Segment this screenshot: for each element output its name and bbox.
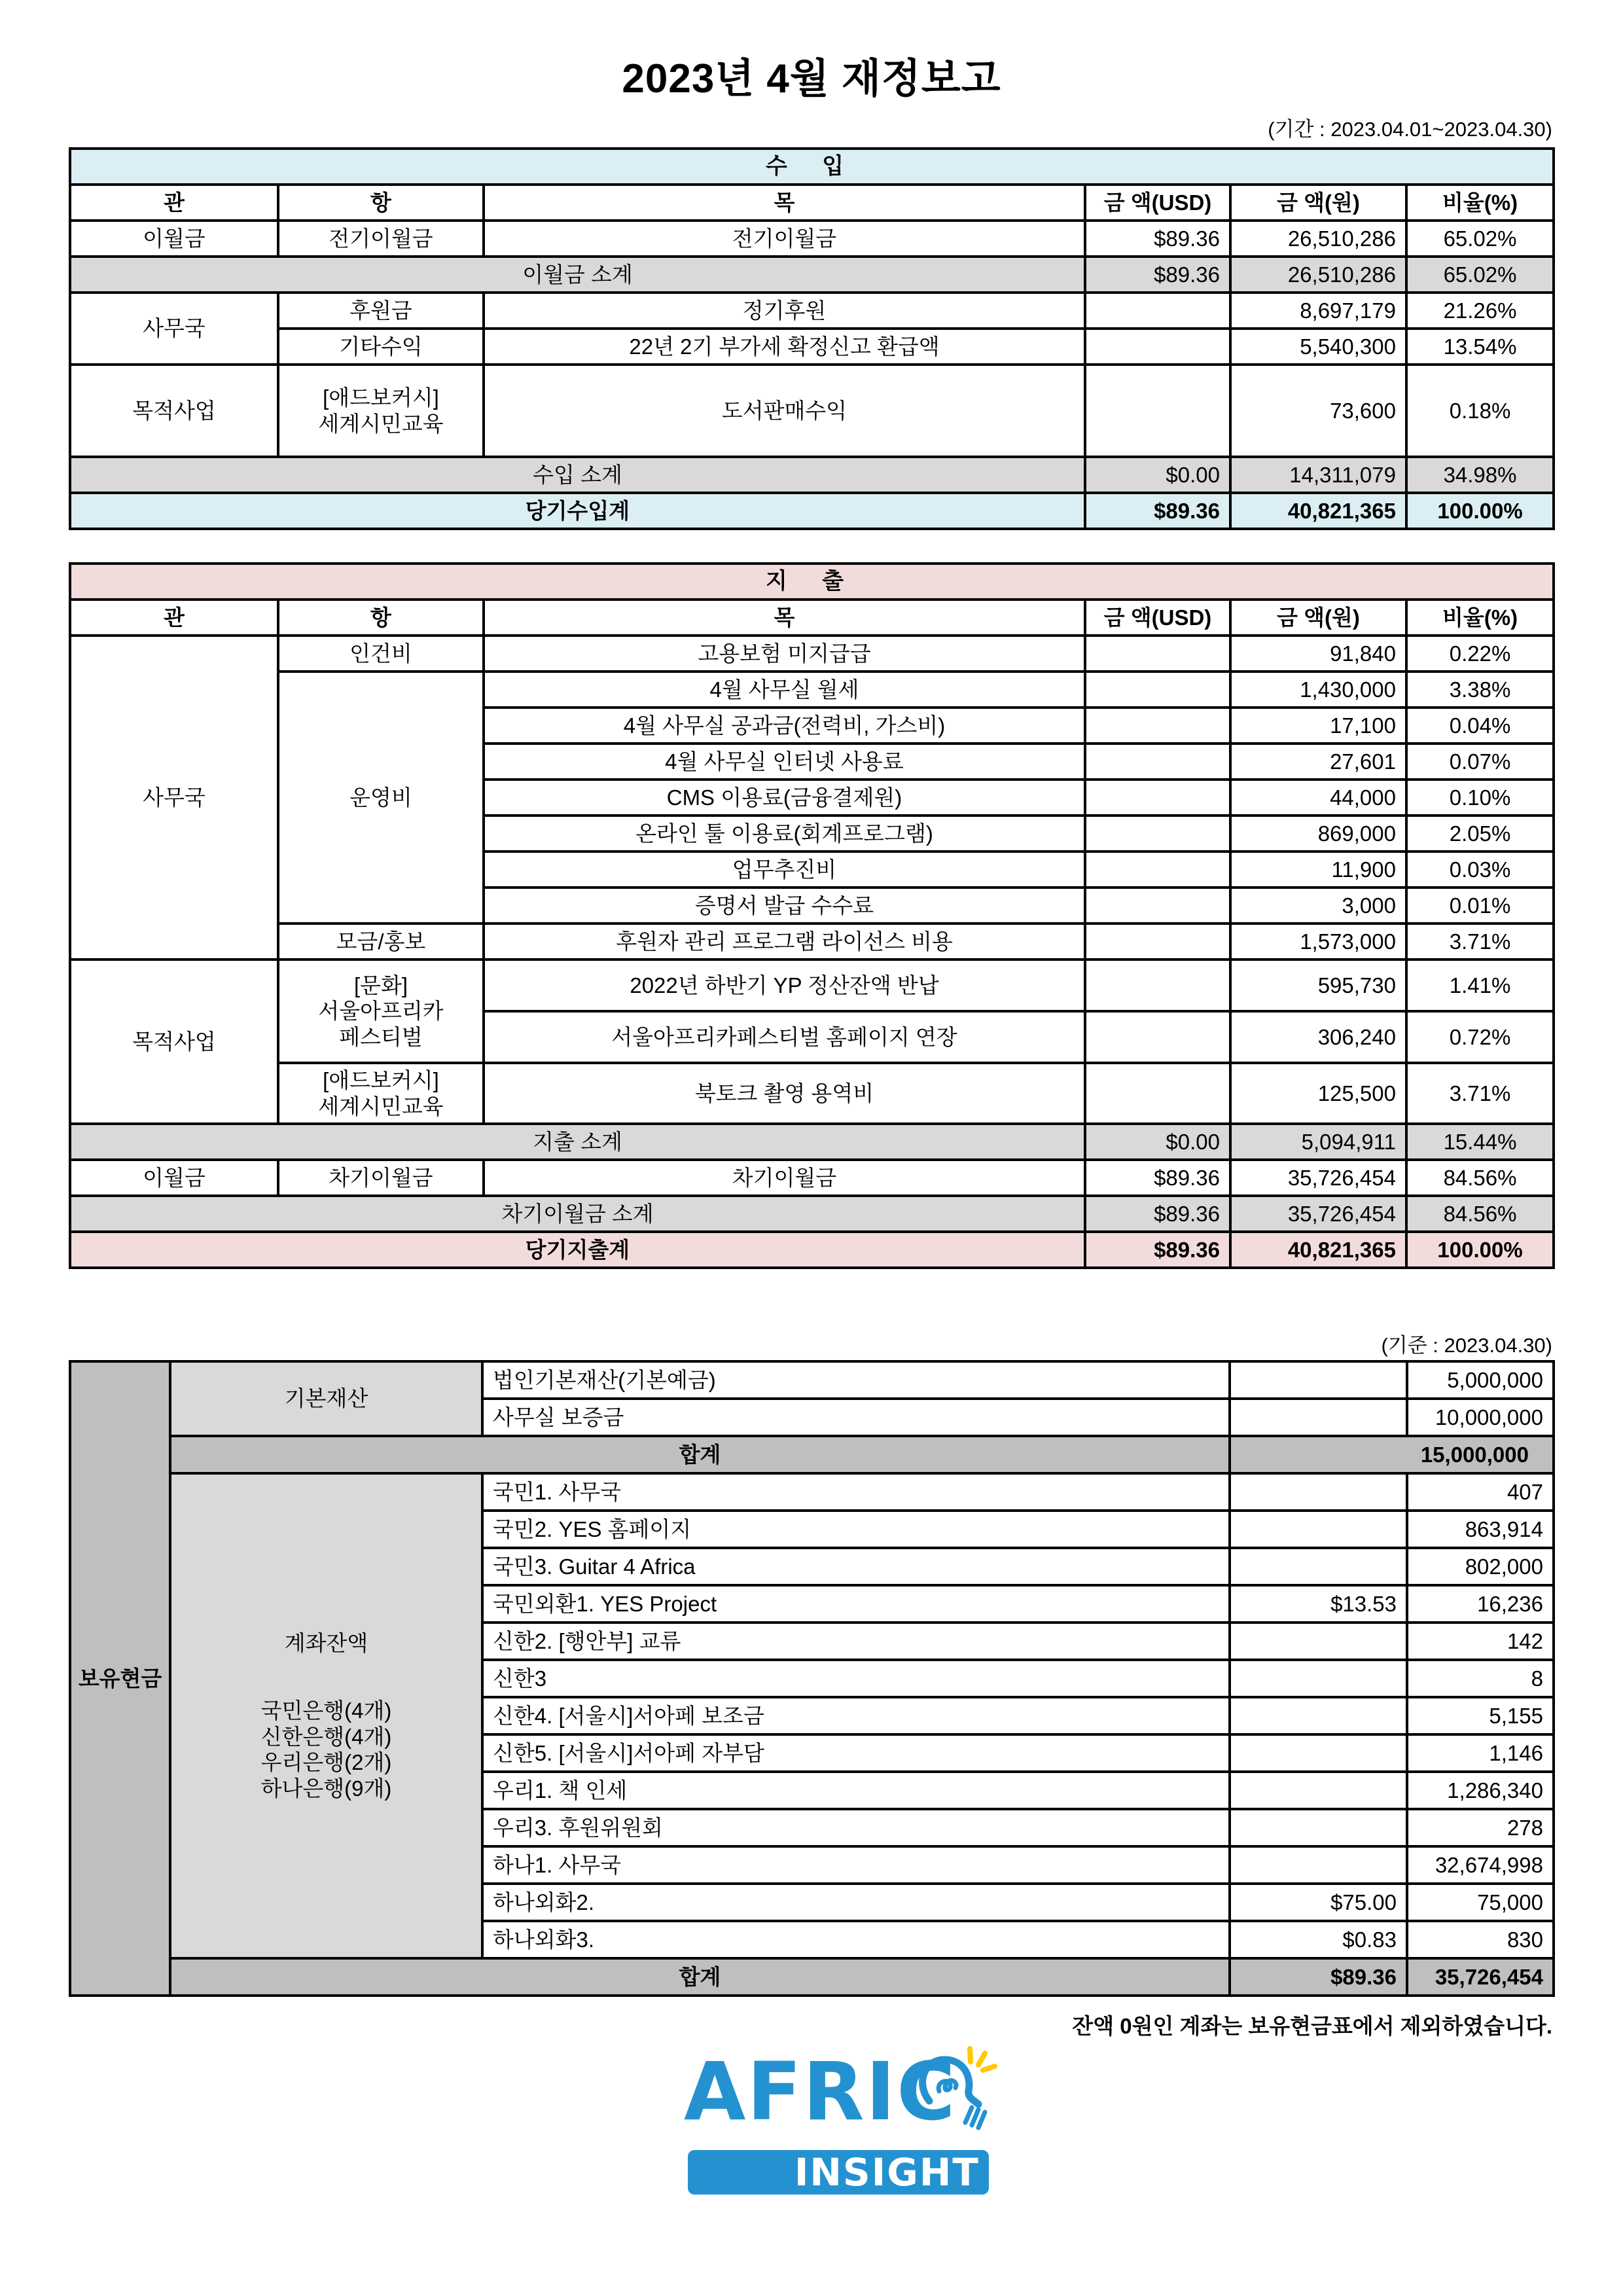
account-name: 사무실 보증금 xyxy=(482,1399,1230,1436)
total-krw: 40,821,365 xyxy=(1230,1232,1406,1268)
cell-krw: 91,840 xyxy=(1230,636,1406,672)
hang-line: 세계시민교육 xyxy=(318,1094,444,1119)
total-row xyxy=(70,1436,1554,1473)
cell-mok: 도서판매수익 xyxy=(484,365,1085,457)
bank-count: 우리은행(2개) xyxy=(260,1750,392,1775)
subtotal-row xyxy=(70,1196,1554,1232)
cell-krw: 26,510,286 xyxy=(1230,221,1406,257)
cell-ratio: 0.04% xyxy=(1406,708,1554,744)
period-note: (기간 : 2023.04.01~2023.04.30) xyxy=(1268,118,1552,141)
cell-krw: 17,100 xyxy=(1230,708,1406,744)
page-title: 2023년 4월 재정보고 xyxy=(622,56,1001,101)
subtotal-krw: 14,311,079 xyxy=(1230,457,1406,493)
account-name: 하나외화2. xyxy=(482,1884,1230,1921)
subtotal-ratio: 15.44% xyxy=(1406,1124,1554,1160)
account-name: 신한4. [서울시]서아페 보조금 xyxy=(482,1697,1230,1734)
account-usd xyxy=(1230,1734,1407,1772)
cell-hang xyxy=(278,365,484,457)
hang-line: 페스티벌 xyxy=(339,1024,423,1049)
cell-ratio: 1.41% xyxy=(1406,960,1554,1011)
account-name: 법인기본재산(기본예금) xyxy=(482,1361,1230,1399)
cell-mok: 22년 2기 부가세 확정신고 환급액 xyxy=(484,329,1085,365)
cell-gwan: 목적사업 xyxy=(70,365,278,457)
cell-ratio: 0.22% xyxy=(1406,636,1554,672)
cell-ratio: 3.71% xyxy=(1406,924,1554,960)
account-name: 신한3 xyxy=(482,1660,1230,1697)
account-krw: 863,914 xyxy=(1407,1511,1554,1548)
account-name: 신한5. [서울시]서아페 자부담 xyxy=(482,1734,1230,1772)
account-usd xyxy=(1230,1846,1407,1884)
cell-usd xyxy=(1085,744,1230,780)
total-label: 당기수입계 xyxy=(70,493,1085,529)
table-row xyxy=(70,365,1554,457)
cell-krw: 125,500 xyxy=(1230,1063,1406,1124)
table-row xyxy=(70,960,1554,1011)
subtotal-row xyxy=(70,1124,1554,1160)
expense-header-row xyxy=(70,600,1554,636)
account-name: 국민2. YES 홈페이지 xyxy=(482,1511,1230,1548)
cell-hang: 기타수익 xyxy=(278,329,484,365)
subtotal-krw: 5,094,911 xyxy=(1230,1124,1406,1160)
cell-krw: 1,573,000 xyxy=(1230,924,1406,960)
cell-usd xyxy=(1085,365,1230,457)
col-gwan: 관 xyxy=(70,600,278,636)
as-of-note: (기준 : 2023.04.30) xyxy=(1381,1334,1552,1357)
cell-usd xyxy=(1085,329,1230,365)
account-usd xyxy=(1230,1548,1407,1585)
hang-line: [문화] xyxy=(353,973,408,997)
table-row xyxy=(70,1361,1554,1399)
account-usd: $75.00 xyxy=(1230,1884,1407,1921)
cell-krw: 27,601 xyxy=(1230,744,1406,780)
account-name: 우리1. 책 인세 xyxy=(482,1772,1230,1809)
cell-gwan: 사무국 xyxy=(70,293,278,365)
account-name: 우리3. 후원위원회 xyxy=(482,1809,1230,1846)
cell-hang: 운영비 xyxy=(278,672,484,924)
logo-insight-bar xyxy=(688,2150,989,2195)
cell-usd xyxy=(1085,960,1230,1011)
subtotal-ratio: 34.98% xyxy=(1406,457,1554,493)
cell-usd xyxy=(1085,852,1230,888)
cell-hang xyxy=(278,960,484,1063)
cell-mok: 서울아프리카페스티벌 홈페이지 연장 xyxy=(484,1011,1085,1063)
cell-usd xyxy=(1085,816,1230,852)
cell-krw: 44,000 xyxy=(1230,780,1406,816)
cell-mok: 후원자 관리 프로그램 라이선스 비용 xyxy=(484,924,1085,960)
income-table xyxy=(69,147,1555,530)
subtotal-label: 이월금 소계 xyxy=(70,257,1085,293)
cell-mok: 증명서 발급 수수료 xyxy=(484,888,1085,924)
col-usd: 금 액(USD) xyxy=(1085,185,1230,221)
hang-line: 세계시민교육 xyxy=(318,411,444,436)
account-usd xyxy=(1230,1399,1407,1436)
cell-usd xyxy=(1085,293,1230,329)
account-usd xyxy=(1230,1772,1407,1809)
subtotal-usd: $89.36 xyxy=(1085,1196,1230,1232)
cell-hang: 전기이월금 xyxy=(278,221,484,257)
cell-krw: 1,430,000 xyxy=(1230,672,1406,708)
cell-ratio: 3.71% xyxy=(1406,1063,1554,1124)
account-krw: 10,000,000 xyxy=(1407,1399,1554,1436)
cell-usd: $89.36 xyxy=(1085,1160,1230,1196)
subtotal-label: 지출 소계 xyxy=(70,1124,1085,1160)
cell-hang: 후원금 xyxy=(278,293,484,329)
account-name: 하나외화3. xyxy=(482,1921,1230,1958)
africa-insight-logo xyxy=(684,2045,998,2202)
account-krw: 802,000 xyxy=(1407,1548,1554,1585)
account-krw: 278 xyxy=(1407,1809,1554,1846)
cell-mok: 정기후원 xyxy=(484,293,1085,329)
table-row xyxy=(70,293,1554,329)
income-header-row xyxy=(70,185,1554,221)
cell-krw: 8,697,179 xyxy=(1230,293,1406,329)
subtotal-usd: $0.00 xyxy=(1085,457,1230,493)
account-krw: 32,674,998 xyxy=(1407,1846,1554,1884)
bank-count: 신한은행(4개) xyxy=(260,1724,392,1749)
account-krw: 5,155 xyxy=(1407,1697,1554,1734)
cell-krw: 73,600 xyxy=(1230,365,1406,457)
cell-hang: 인건비 xyxy=(278,636,484,672)
cell-mok: 전기이월금 xyxy=(484,221,1085,257)
cell-krw: 5,540,300 xyxy=(1230,329,1406,365)
cell-mok: 4월 사무실 공과금(전력비, 가스비) xyxy=(484,708,1085,744)
expense-section-title: 지 출 xyxy=(70,564,1554,600)
table-row xyxy=(70,636,1554,672)
accounts-total-krw: 35,726,454 xyxy=(1407,1958,1554,1996)
income-section-title: 수 입 xyxy=(70,149,1554,185)
account-usd xyxy=(1230,1361,1407,1399)
cell-gwan: 사무국 xyxy=(70,636,278,960)
col-mok: 목 xyxy=(484,600,1085,636)
account-usd xyxy=(1230,1697,1407,1734)
cell-usd xyxy=(1085,708,1230,744)
cell-mok: 4월 사무실 인터넷 사용료 xyxy=(484,744,1085,780)
table-row xyxy=(70,1473,1554,1511)
lightbulb-icon xyxy=(910,2045,1001,2137)
cell-ratio: 3.38% xyxy=(1406,672,1554,708)
table-row xyxy=(70,1063,1554,1124)
account-name: 국민외환1. YES Project xyxy=(482,1585,1230,1623)
accounts-label: 계좌잔액 xyxy=(284,1630,368,1655)
subtotal-ratio: 65.02% xyxy=(1406,257,1554,293)
cell-usd xyxy=(1085,924,1230,960)
basic-total-krw: 15,000,000 xyxy=(1230,1436,1554,1473)
account-krw: 407 xyxy=(1407,1473,1554,1511)
subtotal-krw: 35,726,454 xyxy=(1230,1196,1406,1232)
account-krw: 830 xyxy=(1407,1921,1554,1958)
basic-total-label: 합계 xyxy=(170,1436,1230,1473)
col-krw: 금 액(원) xyxy=(1230,185,1406,221)
account-name: 국민3. Guitar 4 Africa xyxy=(482,1548,1230,1585)
account-krw: 1,286,340 xyxy=(1407,1772,1554,1809)
bank-count: 국민은행(4개) xyxy=(260,1698,392,1723)
account-krw: 8 xyxy=(1407,1660,1554,1697)
cell-ratio: 84.56% xyxy=(1406,1160,1554,1196)
cell-ratio: 0.18% xyxy=(1406,365,1554,457)
account-usd xyxy=(1230,1623,1407,1660)
table-row xyxy=(70,329,1554,365)
cell-ratio: 13.54% xyxy=(1406,329,1554,365)
cell-mok: 온라인 툴 이용료(회계프로그램) xyxy=(484,816,1085,852)
cell-gwan: 목적사업 xyxy=(70,960,278,1124)
total-ratio: 100.00% xyxy=(1406,493,1554,529)
subtotal-label: 수입 소계 xyxy=(70,457,1085,493)
account-usd: $13.53 xyxy=(1230,1585,1407,1623)
footnote: 잔액 0원인 계좌는 보유현금표에서 제외하였습니다. xyxy=(1072,2014,1552,2038)
cell-usd xyxy=(1085,888,1230,924)
account-krw: 75,000 xyxy=(1407,1884,1554,1921)
cell-krw: 35,726,454 xyxy=(1230,1160,1406,1196)
cell-usd xyxy=(1085,672,1230,708)
cell-ratio: 0.72% xyxy=(1406,1011,1554,1063)
table-row xyxy=(70,924,1554,960)
cell-ratio: 0.03% xyxy=(1406,852,1554,888)
total-usd: $89.36 xyxy=(1085,493,1230,529)
total-label: 당기지출계 xyxy=(70,1232,1085,1268)
cell-mok: 고용보험 미지급급 xyxy=(484,636,1085,672)
hang-line: 서울아프리카 xyxy=(318,999,444,1024)
subtotal-label: 차기이월금 소계 xyxy=(70,1196,1085,1232)
logo-wordmark: AFRIC xyxy=(684,2045,957,2138)
holdings-table xyxy=(69,1360,1555,1997)
income-section-row xyxy=(70,149,1554,185)
cell-usd xyxy=(1085,636,1230,672)
col-mok: 목 xyxy=(484,185,1085,221)
col-hang: 항 xyxy=(278,185,484,221)
cell-krw: 306,240 xyxy=(1230,1011,1406,1063)
cell-ratio: 0.10% xyxy=(1406,780,1554,816)
cell-ratio: 65.02% xyxy=(1406,221,1554,257)
col-hang: 항 xyxy=(278,600,484,636)
table-row xyxy=(70,221,1554,257)
cell-gwan: 이월금 xyxy=(70,221,278,257)
total-usd: $89.36 xyxy=(1085,1232,1230,1268)
total-row xyxy=(70,1232,1554,1268)
expense-table xyxy=(69,562,1555,1269)
holdings-label: 보유현금 xyxy=(70,1361,170,1996)
subtotal-row xyxy=(70,457,1554,493)
cell-mok: 업무추진비 xyxy=(484,852,1085,888)
cell-mok: 북토크 촬영 용역비 xyxy=(484,1063,1085,1124)
total-krw: 40,821,365 xyxy=(1230,493,1406,529)
subtotal-usd: $89.36 xyxy=(1085,257,1230,293)
account-name: 국민1. 사무국 xyxy=(482,1473,1230,1511)
total-ratio: 100.00% xyxy=(1406,1232,1554,1268)
account-usd: $0.83 xyxy=(1230,1921,1407,1958)
account-usd xyxy=(1230,1511,1407,1548)
cell-ratio: 0.07% xyxy=(1406,744,1554,780)
subtotal-row xyxy=(70,257,1554,293)
bank-count: 하나은행(9개) xyxy=(260,1776,392,1801)
subtotal-ratio: 84.56% xyxy=(1406,1196,1554,1232)
col-ratio: 비율(%) xyxy=(1406,600,1554,636)
cell-usd: $89.36 xyxy=(1085,221,1230,257)
hang-line: [애드보커시] xyxy=(323,385,439,410)
table-row xyxy=(70,1160,1554,1196)
cell-usd xyxy=(1085,1063,1230,1124)
cell-usd xyxy=(1085,1011,1230,1063)
account-usd xyxy=(1230,1809,1407,1846)
basic-assets-label: 기본재산 xyxy=(170,1361,482,1436)
account-krw: 1,146 xyxy=(1407,1734,1554,1772)
subtotal-usd: $0.00 xyxy=(1085,1124,1230,1160)
account-name: 하나1. 사무국 xyxy=(482,1846,1230,1884)
cell-mok: 2022년 하반기 YP 정산잔액 반납 xyxy=(484,960,1085,1011)
col-ratio: 비율(%) xyxy=(1406,185,1554,221)
cell-krw: 3,000 xyxy=(1230,888,1406,924)
cell-ratio: 2.05% xyxy=(1406,816,1554,852)
cell-krw: 869,000 xyxy=(1230,816,1406,852)
accounts-total-usd: $89.36 xyxy=(1230,1958,1407,1996)
cell-hang: 차기이월금 xyxy=(278,1160,484,1196)
cell-hang: 모금/홍보 xyxy=(278,924,484,960)
cell-gwan: 이월금 xyxy=(70,1160,278,1196)
cell-mok: 4월 사무실 월세 xyxy=(484,672,1085,708)
accounts-label-cell xyxy=(170,1473,482,1958)
col-krw: 금 액(원) xyxy=(1230,600,1406,636)
table-row xyxy=(70,672,1554,708)
cell-hang xyxy=(278,1063,484,1124)
accounts-total-label: 합계 xyxy=(170,1958,1230,1996)
total-row xyxy=(70,1958,1554,1996)
col-gwan: 관 xyxy=(70,185,278,221)
account-usd xyxy=(1230,1660,1407,1697)
logo-insight-text: INSIGHT xyxy=(794,2150,980,2195)
account-krw: 16,236 xyxy=(1407,1585,1554,1623)
cell-usd xyxy=(1085,780,1230,816)
cell-krw: 11,900 xyxy=(1230,852,1406,888)
cell-mok: 차기이월금 xyxy=(484,1160,1085,1196)
account-krw: 142 xyxy=(1407,1623,1554,1660)
cell-ratio: 21.26% xyxy=(1406,293,1554,329)
account-name: 신한2. [행안부] 교류 xyxy=(482,1623,1230,1660)
total-row xyxy=(70,493,1554,529)
account-krw: 5,000,000 xyxy=(1407,1361,1554,1399)
hang-line: [애드보커시] xyxy=(323,1067,439,1092)
subtotal-krw: 26,510,286 xyxy=(1230,257,1406,293)
expense-section-row xyxy=(70,564,1554,600)
cell-mok: CMS 이용료(금융결제원) xyxy=(484,780,1085,816)
col-usd: 금 액(USD) xyxy=(1085,600,1230,636)
cell-krw: 595,730 xyxy=(1230,960,1406,1011)
account-usd xyxy=(1230,1473,1407,1511)
cell-ratio: 0.01% xyxy=(1406,888,1554,924)
